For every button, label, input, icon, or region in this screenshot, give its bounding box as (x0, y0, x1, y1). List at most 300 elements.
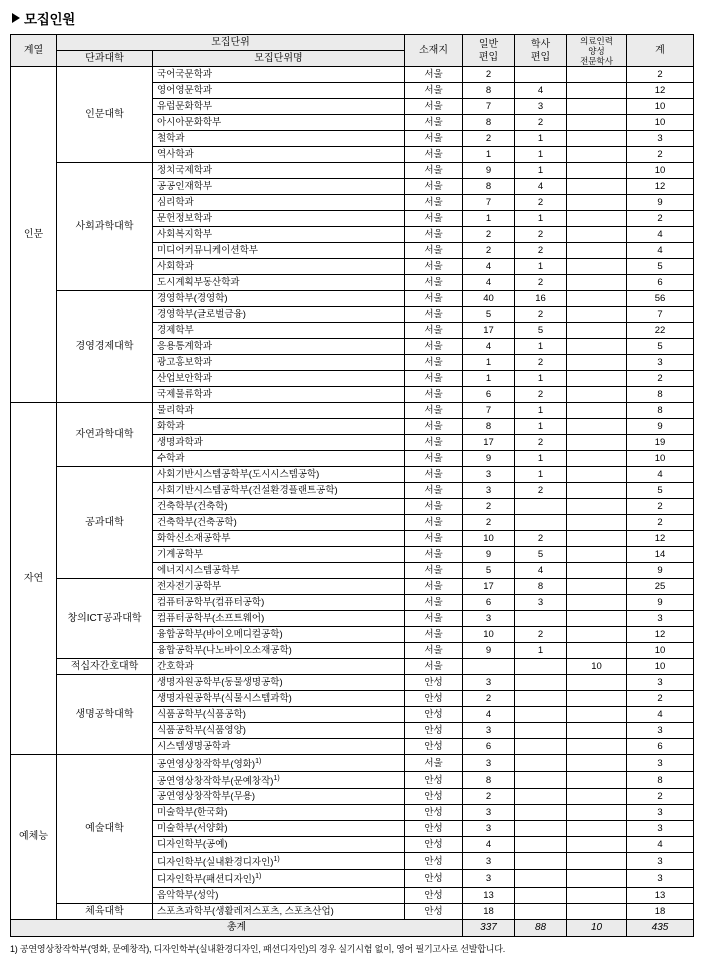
cell-total: 10 (627, 115, 694, 131)
table-row (11, 163, 694, 179)
cell-unit-name: 공공인재학부 (153, 179, 405, 195)
cell-total: 8 (627, 387, 694, 403)
cell-medical (567, 259, 627, 275)
cell-bachelor (515, 870, 567, 887)
cell-location: 서울 (405, 611, 463, 627)
cell-location: 서울 (405, 83, 463, 99)
cell-college: 인문대학 (57, 67, 153, 163)
cell-general: 6 (463, 739, 515, 755)
cell-general: 3 (463, 723, 515, 739)
cell-unit-name: 시스템생명공학과 (153, 739, 405, 755)
table-body (11, 67, 694, 937)
cell-college: 자연과학대학 (57, 403, 153, 467)
cell-unit-name: 물리학과 (153, 403, 405, 419)
cell-unit-name: 영어영문학과 (153, 83, 405, 99)
page-title-text: 모집인원 (24, 12, 75, 27)
cell-total-label: 총계 (11, 919, 463, 936)
cell-bachelor (515, 772, 567, 789)
cell-location: 서울 (405, 227, 463, 243)
cell-medical (567, 163, 627, 179)
cell-general: 2 (463, 243, 515, 259)
cell-bachelor: 2 (515, 531, 567, 547)
cell-location: 서울 (405, 67, 463, 83)
cell-total: 3 (627, 675, 694, 691)
cell-total: 18 (627, 903, 694, 919)
cell-general: 9 (463, 451, 515, 467)
table-row (11, 403, 694, 419)
cell-general: 17 (463, 579, 515, 595)
triangle-bullet-icon (12, 13, 20, 23)
cell-total: 3 (627, 611, 694, 627)
cell-location: 서울 (405, 451, 463, 467)
cell-medical (567, 579, 627, 595)
cell-total: 4 (627, 467, 694, 483)
cell-bachelor: 1 (515, 467, 567, 483)
cell-medical (567, 531, 627, 547)
cell-unit-name: 컴퓨터공학부(컴퓨터공학) (153, 595, 405, 611)
cell-bachelor: 2 (515, 307, 567, 323)
cell-general: 3 (463, 870, 515, 887)
cell-total: 19 (627, 435, 694, 451)
cell-bachelor (515, 611, 567, 627)
cell-location: 서울 (405, 323, 463, 339)
cell-bachelor: 2 (515, 195, 567, 211)
cell-unit-name: 식품공학부(식품공학) (153, 707, 405, 723)
cell-unit-name: 스포츠과학부(생활레저스포츠, 스포츠산업) (153, 903, 405, 919)
cell-total: 12 (627, 83, 694, 99)
cell-general: 7 (463, 195, 515, 211)
cell-location: 서울 (405, 115, 463, 131)
cell-medical (567, 837, 627, 853)
table-row (11, 659, 694, 675)
cell-medical (567, 547, 627, 563)
cell-general: 3 (463, 821, 515, 837)
cell-unit-name: 경제학부 (153, 323, 405, 339)
table-row (11, 755, 694, 772)
cell-bachelor (515, 499, 567, 515)
cell-general: 4 (463, 339, 515, 355)
cell-bachelor: 5 (515, 323, 567, 339)
cell-medical (567, 627, 627, 643)
cell-total: 3 (627, 805, 694, 821)
cell-general: 8 (463, 772, 515, 789)
cell-general: 1 (463, 147, 515, 163)
cell-bachelor (515, 739, 567, 755)
cell-medical (567, 147, 627, 163)
cell-medical (567, 739, 627, 755)
cell-general: 2 (463, 515, 515, 531)
cell-bachelor: 8 (515, 579, 567, 595)
cell-medical (567, 451, 627, 467)
table-total-row (11, 919, 694, 936)
cell-unit-name: 간호학과 (153, 659, 405, 675)
cell-unit-name: 공연영상창작학부(무용) (153, 789, 405, 805)
cell-general: 2 (463, 691, 515, 707)
cell-medical (567, 371, 627, 387)
cell-unit-name: 경영학부(글로벌금융) (153, 307, 405, 323)
cell-total: 9 (627, 195, 694, 211)
cell-bachelor: 2 (515, 243, 567, 259)
cell-general: 4 (463, 707, 515, 723)
cell-total: 2 (627, 515, 694, 531)
cell-unit-name: 응용통계학과 (153, 339, 405, 355)
cell-total: 3 (627, 870, 694, 887)
header-total: 계 (627, 35, 694, 67)
cell-location: 서울 (405, 547, 463, 563)
cell-medical (567, 611, 627, 627)
cell-unit-name: 국어국문학과 (153, 67, 405, 83)
cell-location: 서울 (405, 339, 463, 355)
header-medical-line3: 전문학사 (580, 55, 613, 66)
cell-unit-name: 산업보안학과 (153, 371, 405, 387)
cell-total: 3 (627, 853, 694, 870)
cell-medical (567, 563, 627, 579)
cell-location: 안성 (405, 723, 463, 739)
cell-medical (567, 595, 627, 611)
cell-location: 안성 (405, 805, 463, 821)
cell-college: 사회과학대학 (57, 163, 153, 291)
cell-general: 10 (463, 531, 515, 547)
cell-total: 4 (627, 227, 694, 243)
cell-unit-name: 공연영상창작학부(문예창작)$^{1)}$ (153, 772, 405, 789)
cell-college: 창의ICT공과대학 (57, 579, 153, 659)
cell-bachelor: 4 (515, 563, 567, 579)
footnote: 1) 공연영상창작학부(영화, 문예창작), 디자인학부(실내환경디자인, 패션디자인)의 경우 실기시험 없이, 영어 필기고사로 선발합니다. (10, 943, 505, 954)
cell-unit-name: 기계공학부 (153, 547, 405, 563)
cell-bachelor (515, 515, 567, 531)
cell-total: 3 (627, 355, 694, 371)
cell-general: 40 (463, 291, 515, 307)
cell-general: 4 (463, 837, 515, 853)
cell-unit-name: 미술학부(서양화) (153, 821, 405, 837)
cell-location: 서울 (405, 627, 463, 643)
cell-total: 2 (627, 789, 694, 805)
cell-general: 3 (463, 853, 515, 870)
cell-total: 3 (627, 821, 694, 837)
cell-general: 9 (463, 643, 515, 659)
cell-location: 서울 (405, 483, 463, 499)
cell-medical (567, 821, 627, 837)
cell-group: 예체능 (11, 755, 57, 920)
cell-bachelor (515, 789, 567, 805)
cell-unit-name: 컴퓨터공학부(소프트웨어) (153, 611, 405, 627)
cell-unit-name: 사회복지학부 (153, 227, 405, 243)
header-bachelor-line1: 학사 (530, 38, 551, 50)
cell-bachelor: 3 (515, 99, 567, 115)
cell-location: 서울 (405, 355, 463, 371)
cell-bachelor: 1 (515, 163, 567, 179)
cell-location: 안성 (405, 821, 463, 837)
cell-location: 서울 (405, 147, 463, 163)
cell-location: 안성 (405, 675, 463, 691)
cell-general (463, 659, 515, 675)
cell-general: 1 (463, 371, 515, 387)
cell-general: 2 (463, 131, 515, 147)
cell-medical (567, 291, 627, 307)
cell-general: 6 (463, 595, 515, 611)
cell-total: 5 (627, 259, 694, 275)
cell-general: 2 (463, 227, 515, 243)
cell-medical (567, 115, 627, 131)
cell-general: 4 (463, 259, 515, 275)
cell-general: 3 (463, 675, 515, 691)
cell-location: 서울 (405, 531, 463, 547)
cell-total: 9 (627, 563, 694, 579)
cell-unit-name: 유럽문화학부 (153, 99, 405, 115)
cell-medical (567, 772, 627, 789)
cell-location: 서울 (405, 419, 463, 435)
cell-medical (567, 789, 627, 805)
cell-medical (567, 211, 627, 227)
cell-total: 12 (627, 179, 694, 195)
cell-college: 경영경제대학 (57, 291, 153, 403)
cell-location: 서울 (405, 515, 463, 531)
cell-total: 25 (627, 579, 694, 595)
cell-total: 12 (627, 627, 694, 643)
cell-unit-name: 철학과 (153, 131, 405, 147)
cell-unit-name: 화학신소재공학부 (153, 531, 405, 547)
cell-location: 서울 (405, 643, 463, 659)
cell-bachelor (515, 723, 567, 739)
cell-total-medical: 10 (567, 919, 627, 936)
cell-general: 9 (463, 547, 515, 563)
cell-general: 2 (463, 67, 515, 83)
cell-medical (567, 339, 627, 355)
cell-unit-name: 경영학부(경영학) (153, 291, 405, 307)
cell-bachelor: 2 (515, 627, 567, 643)
cell-medical (567, 515, 627, 531)
cell-unit-name: 건축학부(건축학) (153, 499, 405, 515)
cell-total: 10 (627, 659, 694, 675)
cell-location: 안성 (405, 739, 463, 755)
cell-medical (567, 675, 627, 691)
cell-total: 5 (627, 483, 694, 499)
cell-total: 5 (627, 339, 694, 355)
cell-location: 서울 (405, 307, 463, 323)
cell-total-sum: 435 (627, 919, 694, 936)
cell-general: 1 (463, 355, 515, 371)
cell-bachelor: 4 (515, 179, 567, 195)
cell-general: 17 (463, 323, 515, 339)
cell-location: 서울 (405, 259, 463, 275)
cell-bachelor: 2 (515, 227, 567, 243)
cell-location: 안성 (405, 789, 463, 805)
cell-total: 10 (627, 163, 694, 179)
cell-total: 2 (627, 211, 694, 227)
cell-medical (567, 243, 627, 259)
header-general-transfer (463, 35, 515, 67)
cell-medical (567, 131, 627, 147)
table-row (11, 579, 694, 595)
table-row (11, 291, 694, 307)
cell-general: 10 (463, 627, 515, 643)
cell-bachelor (515, 821, 567, 837)
cell-location: 서울 (405, 595, 463, 611)
cell-bachelor: 1 (515, 131, 567, 147)
cell-location: 서울 (405, 291, 463, 307)
cell-location: 서울 (405, 163, 463, 179)
cell-total: 8 (627, 772, 694, 789)
cell-medical: 10 (567, 659, 627, 675)
cell-general: 3 (463, 611, 515, 627)
cell-unit-name: 수학과 (153, 451, 405, 467)
cell-location: 서울 (405, 499, 463, 515)
cell-bachelor: 1 (515, 451, 567, 467)
footnote-marker: 1) (255, 873, 262, 881)
cell-group: 인문 (11, 67, 57, 403)
admissions-table (10, 34, 694, 937)
cell-unit-name: 식품공학부(식품영양) (153, 723, 405, 739)
cell-location: 서울 (405, 563, 463, 579)
cell-medical (567, 83, 627, 99)
cell-unit-name: 사회학과 (153, 259, 405, 275)
cell-bachelor (515, 675, 567, 691)
cell-total: 4 (627, 707, 694, 723)
cell-total-general: 337 (463, 919, 515, 936)
header-unit-name: 모집단위명 (153, 51, 405, 67)
cell-general: 6 (463, 387, 515, 403)
cell-medical (567, 275, 627, 291)
cell-total: 3 (627, 723, 694, 739)
cell-general: 13 (463, 887, 515, 903)
cell-location: 서울 (405, 243, 463, 259)
cell-total: 10 (627, 451, 694, 467)
cell-location: 서울 (405, 403, 463, 419)
header-medical-workforce (567, 35, 627, 67)
cell-total: 3 (627, 131, 694, 147)
cell-medical (567, 643, 627, 659)
cell-group: 자연 (11, 403, 57, 755)
cell-general: 5 (463, 563, 515, 579)
cell-location: 안성 (405, 887, 463, 903)
cell-general: 8 (463, 179, 515, 195)
cell-unit-name: 공연영상창작학부(영화)$^{1)}$ (153, 755, 405, 772)
cell-bachelor: 1 (515, 259, 567, 275)
cell-medical (567, 323, 627, 339)
cell-medical (567, 67, 627, 83)
table-row (11, 467, 694, 483)
cell-total: 22 (627, 323, 694, 339)
cell-bachelor: 2 (515, 115, 567, 131)
cell-general: 9 (463, 163, 515, 179)
cell-total: 2 (627, 147, 694, 163)
cell-general: 1 (463, 211, 515, 227)
cell-medical (567, 805, 627, 821)
cell-medical (567, 887, 627, 903)
cell-total: 56 (627, 291, 694, 307)
cell-bachelor: 1 (515, 371, 567, 387)
cell-total-bachelor: 88 (515, 919, 567, 936)
cell-location: 서울 (405, 211, 463, 227)
page-title (12, 8, 693, 28)
cell-bachelor: 1 (515, 339, 567, 355)
cell-unit-name: 생명자원공학부(식물시스템과학) (153, 691, 405, 707)
cell-total: 2 (627, 691, 694, 707)
cell-total: 9 (627, 419, 694, 435)
footnote-marker: 1) (255, 758, 262, 765)
cell-medical (567, 435, 627, 451)
cell-location: 서울 (405, 755, 463, 772)
header-group: 계열 (11, 35, 57, 67)
cell-medical (567, 691, 627, 707)
cell-location: 안성 (405, 772, 463, 789)
cell-bachelor: 2 (515, 275, 567, 291)
cell-unit-name: 융합공학부(나노바이오소재공학) (153, 643, 405, 659)
cell-general: 8 (463, 83, 515, 99)
cell-medical (567, 903, 627, 919)
cell-total: 10 (627, 643, 694, 659)
cell-unit-name: 융합공학부(바이오메디컬공학) (153, 627, 405, 643)
cell-unit-name: 도시계획부동산학과 (153, 275, 405, 291)
cell-bachelor: 2 (515, 435, 567, 451)
cell-unit-name: 디자인학부(실내환경디자인)$^{1)}$ (153, 853, 405, 870)
cell-general: 7 (463, 403, 515, 419)
cell-total: 12 (627, 531, 694, 547)
cell-medical (567, 870, 627, 887)
cell-college: 예술대학 (57, 755, 153, 904)
cell-unit-name: 심리학과 (153, 195, 405, 211)
cell-total: 2 (627, 67, 694, 83)
header-medical-line2: 양성 (588, 45, 605, 56)
cell-unit-name: 아시아문화학부 (153, 115, 405, 131)
cell-unit-name: 사회기반시스템공학부(건설환경플랜트공학) (153, 483, 405, 499)
cell-unit-name: 생명자원공학부(동물생명공학) (153, 675, 405, 691)
cell-total: 3 (627, 755, 694, 772)
cell-unit-name: 사회기반시스템공학부(도시시스템공학) (153, 467, 405, 483)
header-medical-line1: 의료인력 (580, 35, 613, 46)
cell-total: 2 (627, 371, 694, 387)
cell-medical (567, 483, 627, 499)
cell-general: 5 (463, 307, 515, 323)
cell-general: 4 (463, 275, 515, 291)
footnote-marker: 1) (273, 775, 280, 783)
header-general-line2: 편입 (478, 51, 499, 63)
cell-medical (567, 853, 627, 870)
cell-medical (567, 227, 627, 243)
cell-college: 생명공학대학 (57, 675, 153, 755)
cell-general: 3 (463, 755, 515, 772)
cell-bachelor (515, 659, 567, 675)
cell-bachelor (515, 707, 567, 723)
cell-general: 18 (463, 903, 515, 919)
header-general-line1: 일반 (478, 38, 499, 50)
cell-bachelor: 16 (515, 291, 567, 307)
header-bachelor-line2: 편입 (530, 51, 551, 63)
cell-medical (567, 99, 627, 115)
cell-location: 서울 (405, 467, 463, 483)
cell-unit-name: 전자전기공학부 (153, 579, 405, 595)
cell-unit-name: 문헌정보학과 (153, 211, 405, 227)
cell-bachelor (515, 903, 567, 919)
cell-total: 6 (627, 739, 694, 755)
cell-general: 7 (463, 99, 515, 115)
cell-unit-name: 역사학과 (153, 147, 405, 163)
cell-general: 3 (463, 483, 515, 499)
cell-location: 안성 (405, 691, 463, 707)
cell-bachelor: 2 (515, 355, 567, 371)
cell-unit-name: 정치국제학과 (153, 163, 405, 179)
cell-medical (567, 499, 627, 515)
cell-medical (567, 755, 627, 772)
cell-medical (567, 403, 627, 419)
cell-total: 10 (627, 99, 694, 115)
cell-bachelor: 1 (515, 403, 567, 419)
cell-location: 서울 (405, 195, 463, 211)
cell-location: 안성 (405, 903, 463, 919)
cell-medical (567, 179, 627, 195)
cell-location: 서울 (405, 579, 463, 595)
footnote-marker: 1) (273, 856, 280, 864)
